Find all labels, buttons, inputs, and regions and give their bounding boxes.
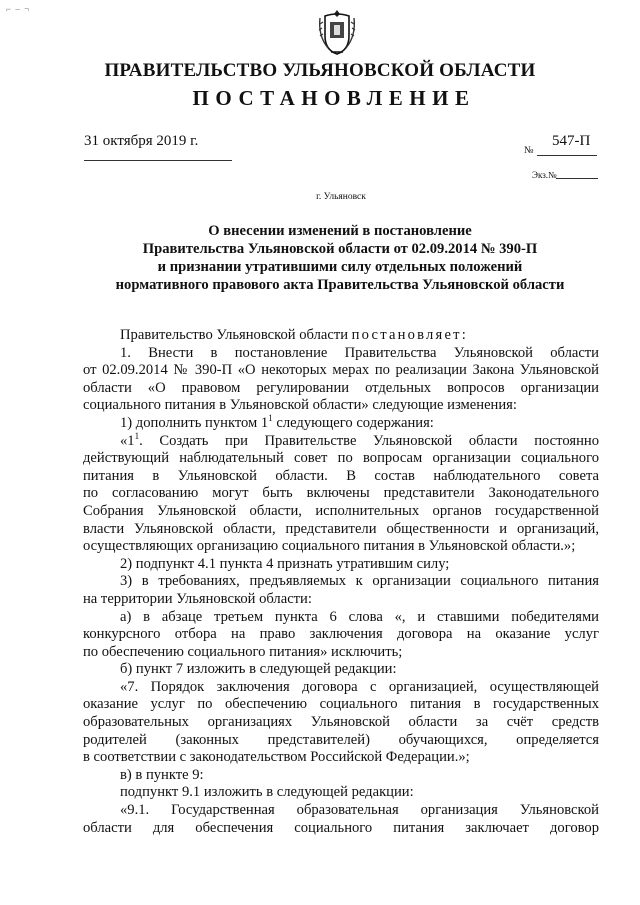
date-underline bbox=[84, 160, 232, 161]
document-date: 31 октября 2019 г. bbox=[84, 133, 199, 149]
body-line bbox=[83, 430, 599, 451]
body-line: действующий наблюдательный совет по вопросам организации социального bbox=[83, 450, 599, 467]
body-line: Собрания Ульяновской области, исполнительных органов государственной bbox=[83, 502, 599, 519]
body-line: 3) в требованиях, предъявляемых к организации социального питания bbox=[120, 573, 599, 590]
body-line: б) пункт 7 изложить в следующей редакции: bbox=[120, 661, 397, 678]
body-line: социального питания в Ульяновской области» следующие изменения: bbox=[83, 397, 517, 414]
body-line: по согласованию могут быть включены представители Законодательного bbox=[83, 485, 599, 502]
body-line: в соответствии с законодательством Российской Федерации.»; bbox=[83, 749, 470, 766]
intro-line bbox=[83, 327, 599, 345]
intro-verb: постановляет: bbox=[351, 327, 468, 343]
body-line: «9.1. Государственная образовательная организация Ульяновской bbox=[120, 802, 599, 819]
city: г. Ульяновск bbox=[316, 192, 366, 202]
body-line: конкурсного отбора на право заключения договора на оказание услуг bbox=[83, 626, 599, 643]
copy-number-label: Экз.№ bbox=[532, 170, 557, 180]
heading-line: и признании утратившими силу отдельных положений bbox=[157, 259, 523, 275]
body-line: на территории Ульяновской области: bbox=[83, 590, 312, 607]
body-line: подпункт 9.1 изложить в следующей редакции: bbox=[120, 784, 414, 801]
number-underline bbox=[537, 155, 597, 156]
body-line: «7. Порядок заключения договора с организацией, осуществляющей bbox=[120, 678, 599, 695]
body-line bbox=[83, 412, 599, 433]
body-line: по обеспечению социального питания» исключить; bbox=[83, 643, 403, 660]
heading-line: Правительства Ульяновской области от 02.09.2014 № 390-П bbox=[142, 241, 538, 257]
document-number: 547-П bbox=[552, 133, 591, 149]
body-line: 2) подпункт 4.1 пункта 4 признать утратившим силу; bbox=[120, 555, 450, 572]
heading-line: нормативного правового акта Правительства Ульяновской области bbox=[115, 277, 565, 293]
body-line: осуществляющих организацию социального питания в Ульяновской области.»; bbox=[83, 538, 576, 555]
text-span: «1 bbox=[120, 432, 135, 449]
intro-text: Правительство Ульяновской области bbox=[120, 327, 349, 343]
document-heading bbox=[60, 222, 620, 294]
government-title: ПРАВИТЕЛЬСТВО УЛЬЯНОВСКОЙ ОБЛАСТИ bbox=[104, 60, 536, 81]
superscript: 1 bbox=[268, 412, 273, 423]
body-line: образовательных организациях Ульяновской области за счёт средств bbox=[83, 714, 599, 731]
body-line: власти Ульяновской области, представители общественности и организаций, bbox=[83, 520, 599, 537]
document-body bbox=[83, 327, 599, 837]
body-line: а) в абзаце третьем пункта 6 слова «, и ставшими победителями bbox=[120, 608, 599, 625]
text-span: 1) дополнить пунктом 1 bbox=[120, 414, 269, 431]
body-line: от 02.09.2014 № 390-П «О некоторых мерах по реализации Закона Ульяновской bbox=[83, 362, 599, 379]
body-line: родителей (законных представителей) обучающихся, определяется bbox=[83, 731, 599, 748]
body-line: питания в Ульяновской области. В состав наблюдательного совета bbox=[83, 467, 599, 484]
body-line: оказание услуг по обеспечению социального питания в государственных bbox=[83, 696, 599, 713]
body-line: области «О правовом регулировании отдельных вопросов организации bbox=[83, 379, 599, 396]
text-span: . Создать при Правительстве Ульяновской области постоянно bbox=[139, 432, 599, 449]
document-type: ПОСТАНОВЛЕНИЕ bbox=[192, 86, 476, 110]
body-line: области для обеспечения социального питания заключает договор bbox=[83, 819, 599, 836]
number-label: № bbox=[524, 145, 534, 156]
text-span: следующего содержания: bbox=[272, 414, 434, 431]
superscript: 1 bbox=[134, 430, 140, 441]
copy-number-underline bbox=[556, 178, 598, 179]
coat-of-arms-icon bbox=[317, 8, 357, 58]
heading-line: О внесении изменений в постановление bbox=[208, 223, 472, 239]
body-line: 1. Внести в постановление Правительства Ульяновской области bbox=[120, 344, 599, 361]
body-line: в) в пункте 9: bbox=[120, 766, 204, 783]
scan-corner-mark: ⌐ ‒ ¬ bbox=[6, 4, 31, 14]
